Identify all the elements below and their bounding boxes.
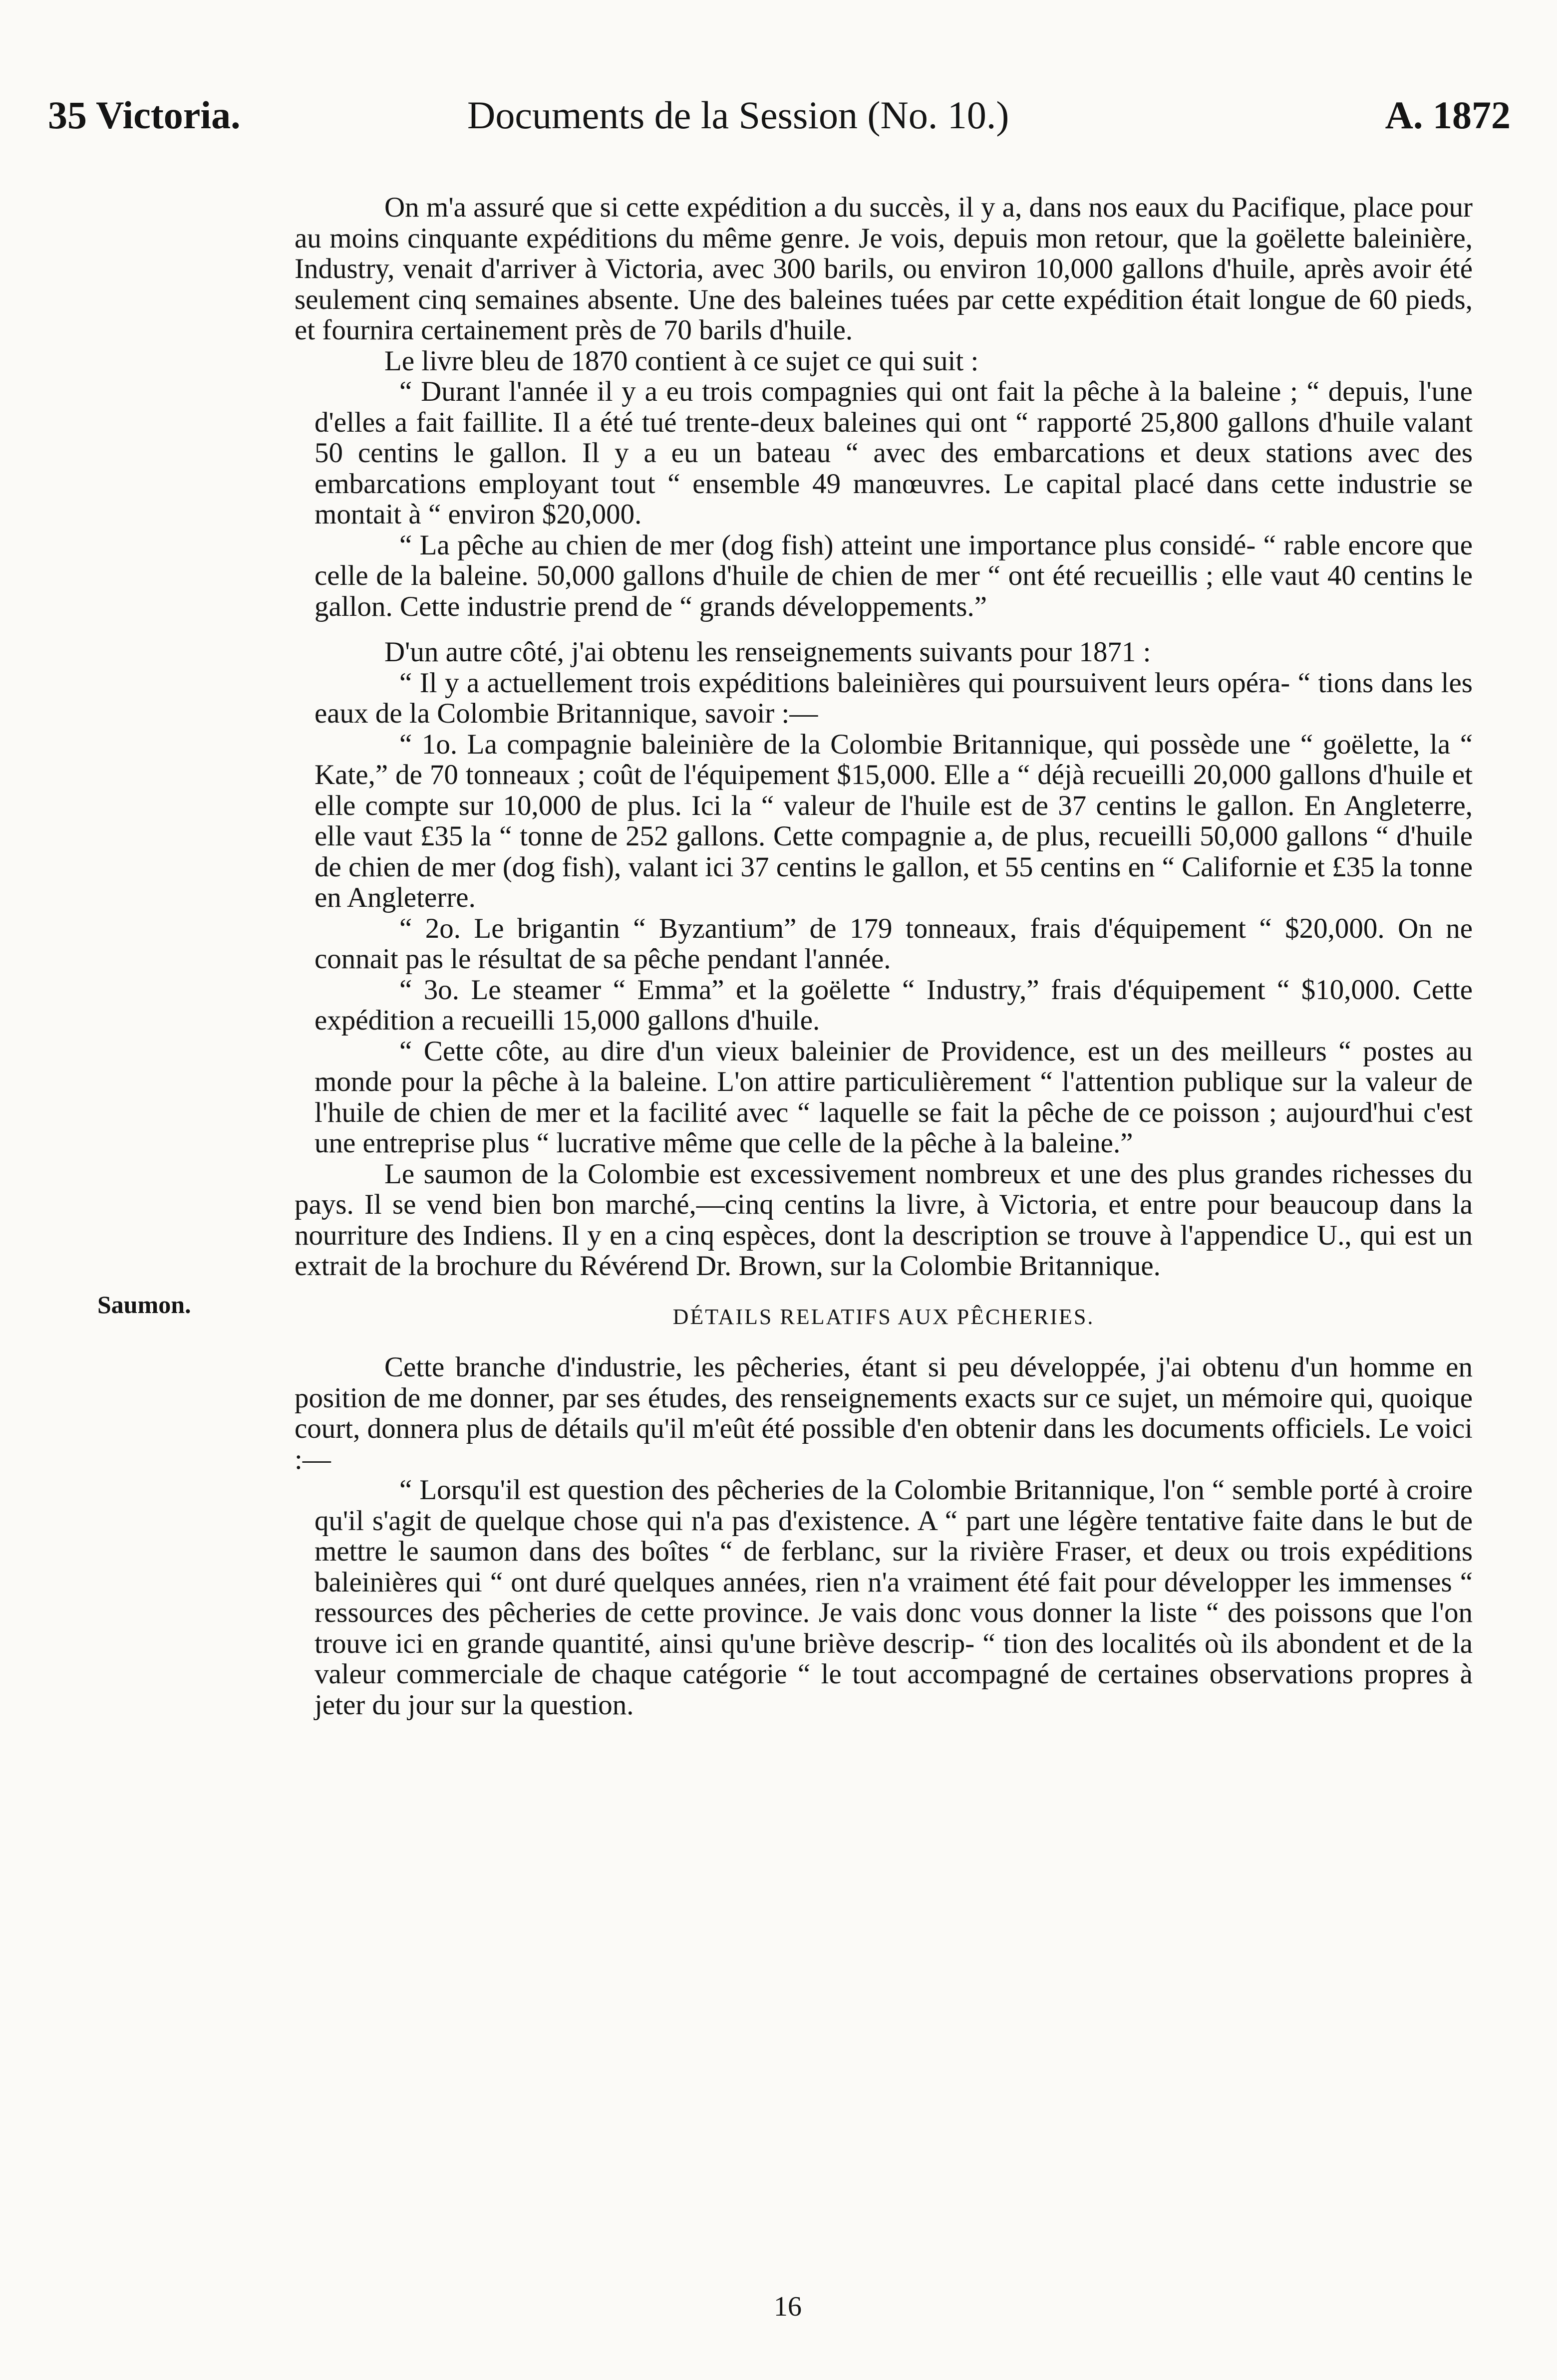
quote-5: “ 2o. Le brigantin “ Byzantium” de 179 tonneaux, frais d'équipement “ $20,000. On ne connait pas le résultat de sa pêche pendant l'année. xyxy=(314,912,1473,975)
paragraph-5: Cette branche d'industrie, les pêcheries, étant si peu développée, j'ai obtenu d'un homme en position de me donner, par ses études, des renseignements exacts sur ce sujet, un mémoire qui, quoique court, donnera plus de détails qu'il m'eût été possible d'en obtenir dans les documents officiels. Le voici :— xyxy=(295,1351,1473,1475)
quote-3: “ Il y a actuellement trois expéditions baleinières qui poursuivent leurs opéra- “ tions dans les eaux de la Colombie Britannique, savoir :— xyxy=(314,667,1473,729)
section-title: DÉTAILS RELATIFS AUX PÊCHERIES. xyxy=(672,1304,1095,1329)
margin-note-saumon: Saumon. xyxy=(97,1291,191,1319)
quote-7: “ Cette côte, au dire d'un vieux baleinier de Providence, est un des meilleurs “ postes au monde pour la pêche à la baleine. L'on attire particulièrement “ l'attention publique sur la valeur de l'huile de chien de mer et la facilité avec “ laquelle se fait la pêche de ce poisson ; aujourd'hui c'est une entreprise plus “ lucrative même que celle de la pêche à la baleine.” xyxy=(314,1035,1473,1159)
header-year: A. 1872 xyxy=(1385,93,1511,137)
page-number: 16 xyxy=(774,2291,802,2322)
quote-6: “ 3o. Le steamer “ Emma” et la goëlette “ Industry,” frais d'équipement “ $10,000. Cette expédition a recueilli 15,000 gallons d'huile. xyxy=(314,974,1473,1036)
paragraph-1: On m'a assuré que si cette expédition a du succès, il y a, dans nos eaux du Pacifique, place pour au moins cinquante expéditions du même genre. Je vois, depuis mon retour, que la goëlette baleinière, Industry, venait d'arriver à Victoria, avec 300 barils, ou environ 10,000 gallons d'huile, après avoir été seulement cinq semaines absente. Une des baleines tuées par cette expédition était longue de 60 pieds, et fournira certainement près de 70 barils d'huile. xyxy=(295,192,1473,346)
running-header xyxy=(48,93,1511,148)
paragraph-3: D'un autre côté, j'ai obtenu les renseignements suivants pour 1871 : xyxy=(384,636,1151,668)
paragraph-4: Le saumon de la Colombie est excessivement nombreux et une des plus grandes richesses du pays. Il se vend bien bon marché,—cinq centins la livre, à Victoria, et entre pour beaucoup dans la nourriture des Indiens. Il y en a cinq espèces, dont la description se trouve à l'appendice U., qui est un extrait de la brochure du Révérend Dr. Brown, sur la Colombie Britannique. xyxy=(295,1158,1473,1282)
header-volume: 35 Victoria. xyxy=(48,93,241,137)
quote-8: “ Lorsqu'il est question des pêcheries de la Colombie Britannique, l'on “ semble porté à croire qu'il s'agit de quelque chose qui n'a pas d'existence. A “ part une légère tentative faite dans le but de mettre le saumon dans des boîtes “ de ferblanc, sur la rivière Fraser, et deux ou trois expéditions baleinières qui “ ont duré quelques années, rien n'a vraiment été fait pour développer les immenses “ ressources des pêcheries de cette province. Je vais donc vous donner la liste “ des poissons que l'on trouve ici en grande quantité, ainsi qu'une briève descrip- “ tion des localités où ils abondent et de la valeur commerciale de chaque catégorie “ le tout accompagné de certaines observations propres à jeter du jour sur la question. xyxy=(314,1474,1473,1721)
quote-2: “ La pêche au chien de mer (dog fish) atteint une importance plus considé- “ rable encore que celle de la baleine. 50,000 gallons d'huile de chien de mer “ ont été recueillis ; elle vaut 40 centins le gallon. Cette industrie prend de “ grands développements.” xyxy=(314,529,1473,622)
quote-1: “ Durant l'année il y a eu trois compagnies qui ont fait la pêche à la baleine ; “ depuis, l'une d'elles a fait faillite. Il a été tué trente-deux baleines qui ont “ rapporté 25,800 gallons d'huile valant 50 centins le gallon. Il y a eu un bateau “ avec des embarcations et deux stations avec des embarcations employant tout “ ensemble 49 manœuvres. Le capital placé dans cette industrie se montait à “ environ $20,000. xyxy=(314,376,1473,530)
page-body xyxy=(295,192,1473,1720)
header-title: Documents de la Session (No. 10.) xyxy=(467,93,1009,137)
quote-4: “ 1o. La compagnie baleinière de la Colombie Britannique, qui possède une “ goëlette, la “ Kate,” de 70 tonneaux ; coût de l'équipement $15,000. Elle a “ déjà recueilli 20,000 gallons d'huile et elle compte sur 10,000 de plus. Ici la “ valeur de l'huile est de 37 centins le gallon. En Angleterre, elle vaut £35 la “ tonne de 252 gallons. Cette compagnie a, de plus, recueilli 50,000 gallons “ d'huile de chien de mer (dog fish), valant ici 37 centins le gallon, et 55 centins en “ Californie et £35 la tonne en Angleterre. xyxy=(314,728,1473,913)
paragraph-2: Le livre bleu de 1870 contient à ce sujet ce qui suit : xyxy=(384,345,979,377)
